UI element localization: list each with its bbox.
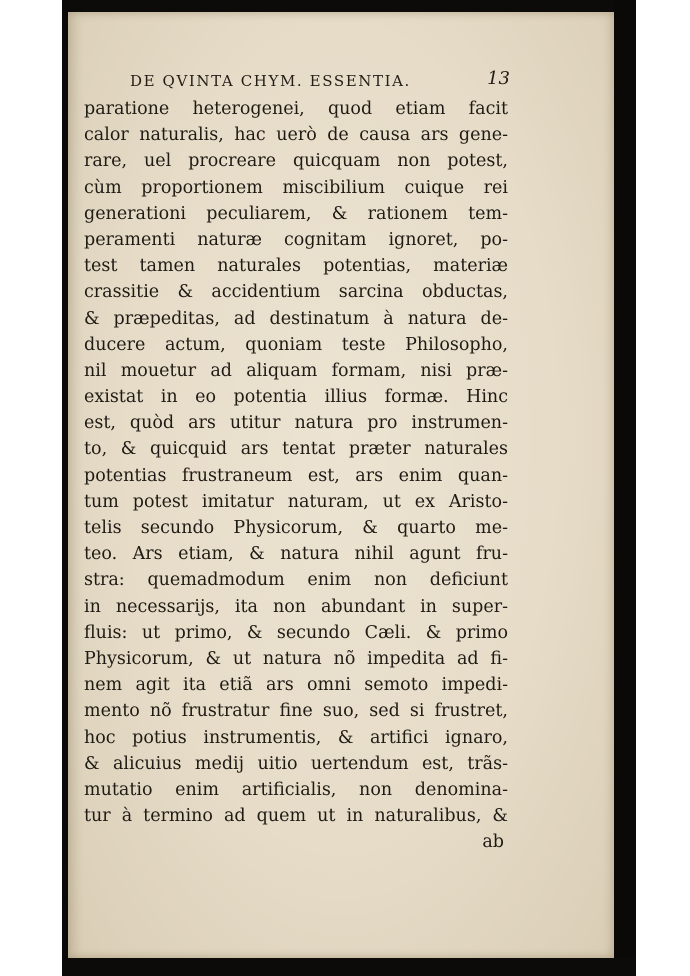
text-line: fluis: ut primo, & secundo Cæli. & primo [84,622,508,643]
text-line: mento nõ frustratur fine suo, sed si frustret, [84,701,508,722]
page-number: 13 [487,68,510,89]
text-line: cùm proportionem miscibilium cuique rei [84,177,508,198]
text-line: est, quòd ars utitur natura pro instrumen- [84,413,508,434]
text-line: tum potest imitatur naturam, ut ex Aristo- [84,491,508,512]
text-line: mutatio enim artificialis, non denomina- [84,779,508,800]
book-edge-top [62,0,636,12]
text-line: paratione heterogenei, quod etiam facit [84,99,508,119]
body-text [84,96,508,855]
text-line: & alicuius medij uitio uertendum est, trãs- [84,753,508,774]
text-line: nem agit ita etiã ars omni semoto impedi- [84,675,508,696]
text-line: tur à termino ad quem ut in naturalibus, & [84,806,508,827]
text-line: generationi peculiarem, & rationem tem- [84,203,508,224]
text-line: Physicorum, & ut natura nõ impedita ad fi- [84,648,508,669]
text-line: test tamen naturales potentias, materiæ [84,256,508,277]
catchword: ab [482,832,504,853]
text-line: calor naturalis, hac uerò de causa ars gene- [84,125,508,146]
running-head [78,68,510,94]
text-line: hoc potius instrumentis, & artifici ignaro, [84,727,508,748]
text-line: & præpeditas, ad destinatum à natura de- [84,308,508,329]
text-line: teo. Ars etiam, & natura nihil agunt fru- [84,544,508,565]
running-title: DE QVINTA CHYM. ESSENTIA. [130,72,411,90]
text-line: in necessarijs, ita non abundant in super- [84,596,508,617]
text-line: potentias frustraneum est, ars enim quan- [84,465,508,486]
text-line: peramenti naturæ cognitam ignoret, po- [84,229,508,250]
book-edge-right [614,0,636,976]
text-line: to, & quicquid ars tentat præter naturales [84,439,508,460]
book-edge-bottom [62,958,636,976]
text-line: crassitie & accidentium sarcina obductas, [84,282,508,303]
text-line: telis secundo Physicorum, & quarto me- [84,518,508,538]
text-line: stra: quemadmodum enim non deficiunt [84,570,508,591]
text-line: ducere actum, quoniam teste Philosopho, [84,334,508,355]
text-line: existat in eo potentia illius formæ. Hinc [84,387,508,408]
text-line: rare, uel procreare quicquam non potest, [84,151,508,172]
text-line: nil mouetur ad aliquam formam, nisi præ- [84,360,508,381]
